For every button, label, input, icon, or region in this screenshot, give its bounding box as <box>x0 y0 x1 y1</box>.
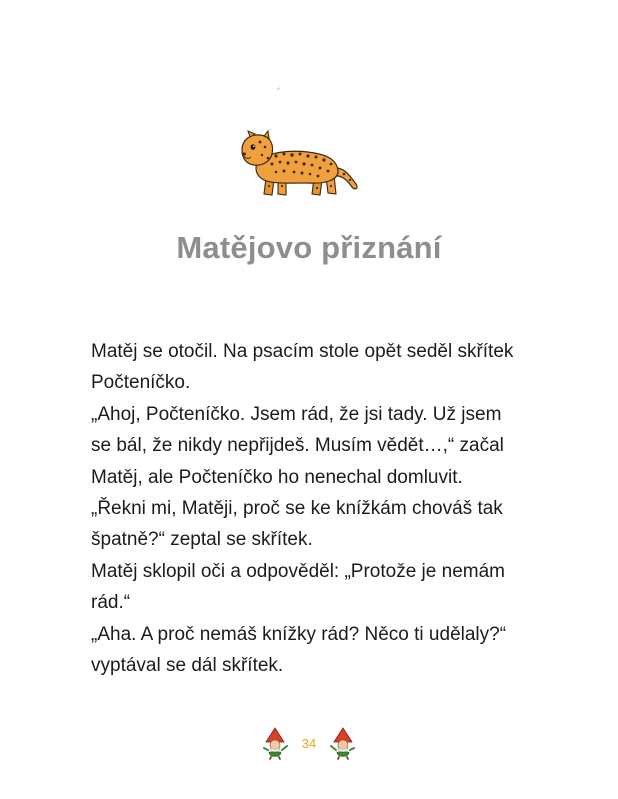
story-line: „Ahoj, Počteníčko. Jsem rád, že jsi tady. Už jsem <box>91 403 502 425</box>
gnome-icon <box>260 726 290 760</box>
story-line: špatně?“ zeptal se skřítek. <box>91 529 313 551</box>
ink-speck <box>277 87 282 92</box>
chapter-title: Matějovo přiznání <box>176 230 442 265</box>
story-line: „Řekni mi, Matěji, proč se ke knížkám chováš tak <box>91 498 503 520</box>
story-line: se bál, že nikdy nepřijdeš. Musím vědět…,“ začal <box>91 435 504 457</box>
page-footer <box>0 726 618 762</box>
story-text <box>91 336 531 681</box>
story-line: Matěj se otočil. Na psacím stole opět seděl skřítek <box>91 341 514 362</box>
story-line: Matěj, ale Počteníčko ho nenechal domluvit. <box>91 466 463 488</box>
story-line: Počteníčko. <box>91 372 191 394</box>
cheetah-icon <box>236 128 362 198</box>
story-line: Matěj sklopil oči a odpověděl: „Protože je nemám <box>91 560 505 582</box>
story-line: rád.“ <box>91 592 131 614</box>
gnome-icon <box>328 726 358 760</box>
page-number: 34 <box>301 736 317 751</box>
story-line: „Aha. A proč nemáš knížky rád? Něco ti udělaly?“ <box>91 623 507 645</box>
story-line: vyptával se dál skřítek. <box>91 655 284 677</box>
